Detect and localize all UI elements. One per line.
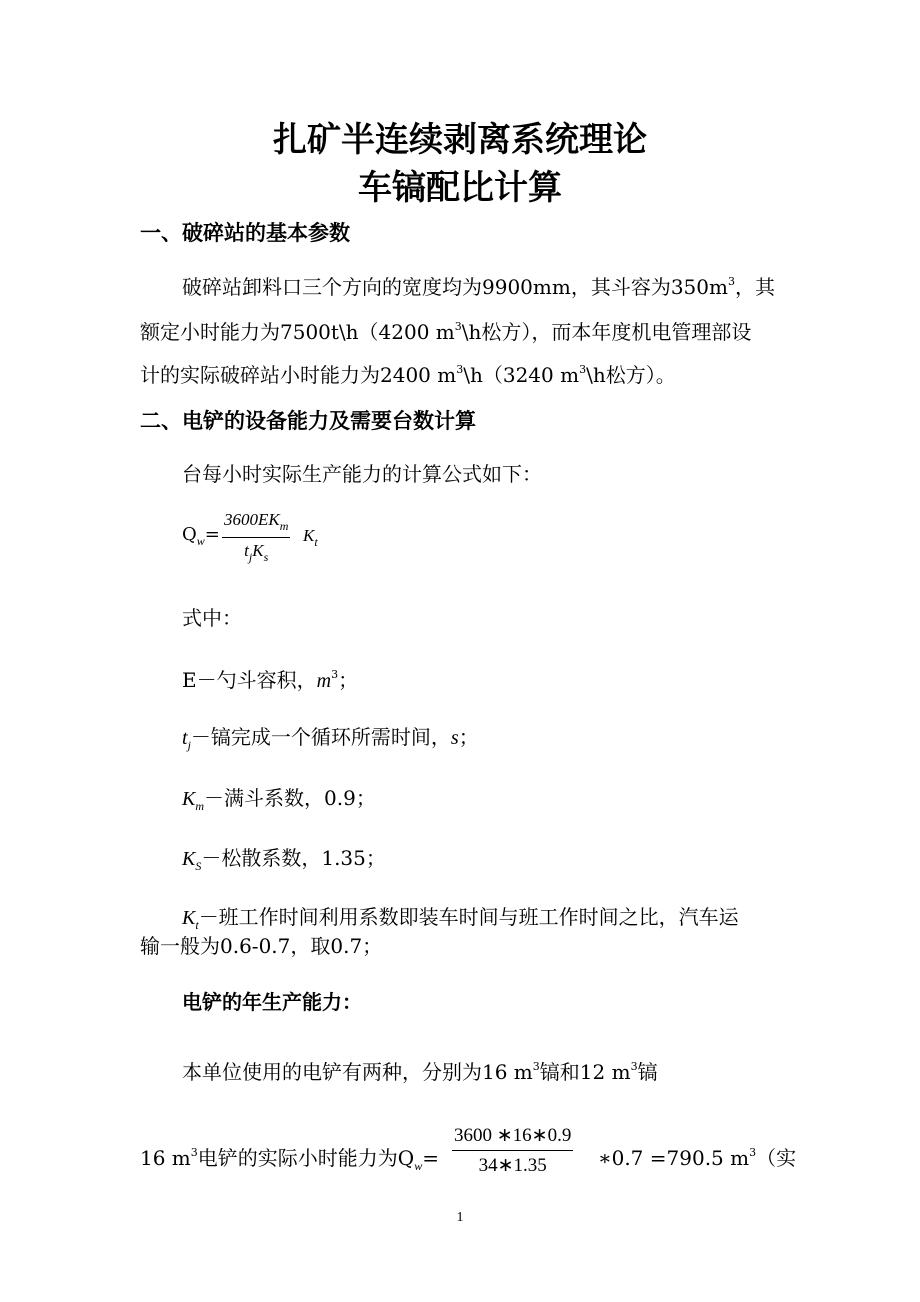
calc-denominator: 34∗1.35	[478, 1155, 547, 1176]
formula-denominator: $t_jK_s$	[244, 541, 269, 564]
def-tj: $t_j-$镐完成一个循环所需时间，s；	[182, 725, 479, 752]
doc-title-line1: 扎矿半连续剥离系统理论	[273, 120, 647, 160]
annual-capacity-heading: 电铲的年生产能力：	[182, 990, 362, 1014]
def-kt: $K_t-$班工作时间利用系数即装车时间与班工作时间之比，汽车运	[182, 905, 739, 932]
calc-result: ∗0.7 =790.5 $m^3$（实	[598, 1146, 797, 1170]
section1-para-line2: 额定小时能力为7500t\h（4200 $m^3\backslash h$松方），而本年度机电管理部设	[140, 320, 752, 344]
calc-numerator: 3600 ∗16∗0.9	[452, 1124, 573, 1151]
shovel-types: 本单位使用的电铲有两种，分别为16 $m^3$镐和12 $m^3$镐	[182, 1060, 658, 1084]
section2-heading: 二、电铲的设备能力及需要台数计算	[140, 409, 476, 433]
formula-factor: $K_t$	[303, 526, 318, 549]
formula-lhs: $Q_w=$	[182, 524, 220, 548]
formula-numerator: $3600EK_m$	[222, 510, 290, 538]
section1-para-line1: 破碎站卸料口三个方向的宽度均为9900mm，其斗容为$350m^3$，其	[182, 275, 775, 299]
def-kt-cont: 输一般为0.6-0.7，取0.7；	[140, 934, 383, 958]
def-km: $K_m-$满斗系数，0.9；	[182, 786, 376, 813]
doc-title-line2: 车镐配比计算	[358, 168, 562, 208]
formula-fraction	[222, 510, 290, 565]
page-number: 1	[456, 1210, 464, 1225]
section1-para-line3: 计的实际破碎站小时能力为2400 $m^3\backslash h(3240$ $m^3\backslash h$松方）。	[140, 363, 676, 387]
calc-fraction	[452, 1124, 573, 1177]
section1-heading: 一、破碎站的基本参数	[140, 221, 350, 245]
def-e: E－勺斗容积，$m^3$；	[182, 668, 359, 692]
where-label: 式中：	[182, 606, 242, 630]
calc-prefix: 16 $m^3$电铲的实际小时能力为$Q_w=$	[140, 1146, 439, 1173]
formula-intro: 台每小时实际生产能力的计算公式如下：	[182, 462, 542, 486]
def-ks: $K_S-$松散系数，1.35；	[182, 846, 386, 873]
